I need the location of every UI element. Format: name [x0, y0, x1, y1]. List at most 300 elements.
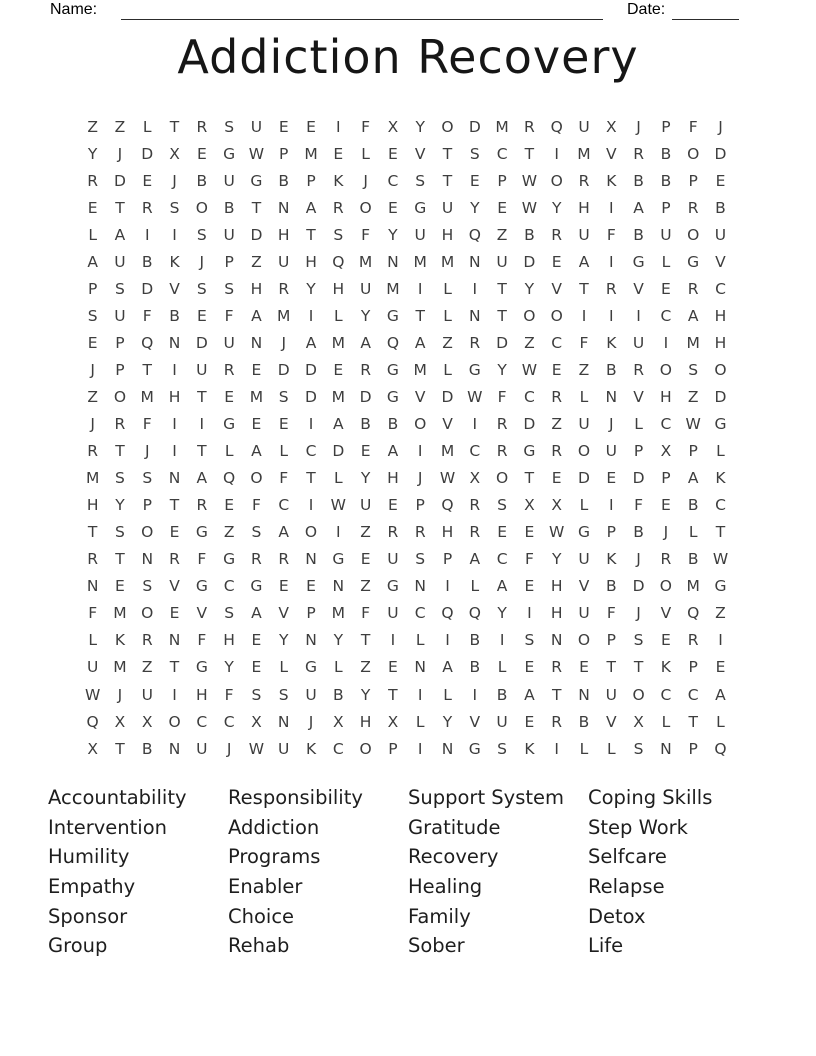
grid-letter: U	[496, 712, 508, 731]
grid-letter: L	[334, 306, 343, 325]
grid-letter: A	[305, 333, 317, 352]
grid-letter: R	[551, 225, 563, 244]
grid-letter: R	[469, 523, 481, 542]
grid-letter: V	[196, 604, 208, 623]
grid-letter: R	[141, 198, 153, 217]
grid-letter: L	[716, 442, 725, 461]
grid-letter: U	[359, 496, 372, 515]
grid-letter: V	[442, 415, 453, 434]
grid-letter: T	[197, 387, 207, 406]
grid-letter: Z	[496, 225, 508, 244]
grid-letter: N	[277, 198, 290, 217]
grid-letter: J	[172, 171, 177, 190]
grid-letter: Z	[715, 604, 726, 623]
grid-letter: E	[360, 550, 371, 569]
grid-letter: E	[524, 523, 535, 542]
grid-letter: N	[414, 658, 427, 677]
grid-letter: D	[141, 279, 154, 298]
grid-letter: B	[633, 523, 644, 542]
grid-letter: M	[413, 252, 427, 271]
grid-letter: O	[523, 306, 536, 325]
grid-letter: K	[305, 739, 317, 758]
grid-letter: I	[172, 360, 177, 379]
grid-letter: G	[386, 387, 399, 406]
grid-letter: C	[223, 712, 235, 731]
grid-letter: U	[305, 685, 317, 704]
grid-letter: C	[715, 496, 726, 515]
grid-letter: A	[87, 252, 98, 271]
grid-letter: R	[387, 523, 399, 542]
grid-letter: I	[718, 631, 723, 650]
grid-letter: C	[715, 279, 726, 298]
grid-letter: J	[199, 252, 205, 271]
grid-letter: I	[445, 631, 450, 650]
grid-letter: I	[472, 415, 478, 434]
grid-letter: Q	[386, 333, 400, 352]
grid-letter: Q	[550, 117, 563, 136]
grid-letter: H	[359, 712, 372, 731]
grid-letter: S	[224, 279, 235, 298]
grid-letter: K	[660, 658, 671, 677]
grid-letter: M	[85, 469, 100, 488]
grid-letter: G	[577, 523, 590, 542]
grid-letter: F	[224, 306, 234, 325]
grid-letter: T	[306, 469, 316, 488]
grid-letter: L	[579, 387, 589, 406]
grid-letter: M	[440, 252, 455, 271]
grid-letter: O	[113, 387, 127, 406]
grid-letter: V	[715, 252, 726, 271]
grid-letter: E	[333, 144, 344, 163]
grid-letter: S	[633, 631, 644, 650]
grid-letter: R	[496, 415, 508, 434]
grid-letter: Q	[441, 604, 454, 623]
word-list-item: Empathy	[48, 875, 136, 899]
grid-letter: C	[660, 685, 672, 704]
grid-letter: R	[278, 550, 290, 569]
grid-letter: G	[714, 415, 727, 434]
grid-letter: V	[169, 279, 180, 298]
grid-letter: R	[360, 360, 371, 379]
grid-letter: O	[659, 577, 672, 596]
grid-letter: I	[417, 739, 423, 758]
grid-letter: S	[251, 523, 262, 542]
grid-letter: I	[172, 415, 177, 434]
grid-letter: E	[388, 198, 398, 217]
grid-letter: I	[609, 198, 614, 217]
grid-letter: C	[660, 306, 672, 325]
grid-letter: P	[279, 144, 289, 163]
grid-letter: Q	[687, 604, 700, 623]
grid-letter: D	[277, 360, 290, 379]
grid-letter: A	[387, 442, 399, 461]
grid-letter: T	[551, 685, 562, 704]
grid-letter: S	[169, 198, 180, 217]
grid-letter: I	[445, 577, 450, 596]
word-list-item: Gratitude	[408, 815, 501, 839]
grid-letter: I	[609, 306, 614, 325]
grid-letter: T	[169, 658, 180, 677]
grid-letter: U	[660, 225, 672, 244]
grid-letter: U	[496, 252, 508, 271]
grid-letter: N	[277, 712, 290, 731]
grid-letter: I	[609, 252, 614, 271]
grid-letter: V	[278, 604, 290, 623]
grid-letter: E	[306, 117, 316, 136]
grid-letter: B	[387, 415, 399, 434]
grid-letter: W	[521, 171, 538, 190]
grid-letter: R	[469, 333, 481, 352]
grid-letter: S	[87, 306, 98, 325]
grid-letter: N	[387, 252, 399, 271]
grid-letter: G	[714, 577, 727, 596]
grid-letter: J	[281, 333, 287, 352]
grid-letter: L	[415, 631, 425, 650]
grid-letter: M	[140, 387, 154, 406]
grid-letter: B	[524, 225, 535, 244]
grid-letter: J	[90, 415, 95, 434]
grid-letter: L	[606, 739, 616, 758]
grid-letter: U	[278, 739, 290, 758]
grid-letter: E	[497, 198, 507, 217]
grid-letter: L	[497, 658, 507, 677]
grid-letter: G	[250, 171, 263, 190]
grid-letter: E	[251, 415, 262, 434]
grid-letter: G	[305, 658, 318, 677]
grid-letter: I	[472, 279, 478, 298]
grid-letter: A	[469, 550, 481, 569]
grid-letter: J	[609, 415, 614, 434]
grid-letter: B	[196, 171, 208, 190]
grid-letter: N	[86, 577, 99, 596]
grid-letter: U	[578, 415, 590, 434]
grid-letter: A	[633, 198, 644, 217]
grid-letter: F	[224, 685, 234, 704]
grid-letter: G	[523, 442, 536, 461]
grid-letter: D	[468, 117, 481, 136]
grid-letter: N	[605, 387, 618, 406]
grid-letter: S	[524, 631, 535, 650]
grid-letter: U	[605, 442, 617, 461]
grid-letter: U	[605, 685, 617, 704]
grid-letter: D	[714, 387, 727, 406]
grid-letter: T	[715, 523, 726, 542]
grid-letter: V	[469, 712, 481, 731]
word-list-item: Humility	[48, 845, 130, 869]
grid-letter: A	[114, 225, 126, 244]
grid-letter: L	[579, 739, 589, 758]
grid-letter: I	[390, 631, 396, 650]
grid-letter: P	[115, 360, 125, 379]
grid-letter: B	[141, 252, 153, 271]
grid-letter: C	[496, 144, 508, 163]
grid-letter: M	[304, 144, 318, 163]
grid-letter: Y	[442, 712, 453, 731]
grid-letter: O	[550, 306, 563, 325]
grid-letter: E	[660, 631, 671, 650]
grid-letter: E	[579, 658, 589, 677]
grid-letter: R	[687, 198, 699, 217]
grid-letter: N	[250, 333, 263, 352]
grid-letter: B	[687, 550, 699, 569]
grid-letter: E	[524, 712, 535, 731]
grid-letter: M	[249, 387, 264, 406]
grid-letter: B	[223, 198, 235, 217]
grid-letter: P	[306, 171, 316, 190]
grid-letter: A	[251, 306, 262, 325]
grid-letter: I	[527, 604, 532, 623]
grid-letter: T	[688, 712, 698, 731]
grid-letter: P	[661, 198, 671, 217]
grid-letter: S	[688, 360, 699, 379]
grid-letter: E	[224, 496, 235, 515]
grid-letter: E	[196, 144, 207, 163]
grid-letter: F	[142, 306, 152, 325]
grid-letter: A	[578, 252, 590, 271]
word-list-item: Detox	[588, 904, 646, 928]
grid-letter: M	[331, 604, 345, 623]
grid-letter: J	[636, 117, 641, 136]
grid-letter: E	[388, 658, 398, 677]
grid-letter: C	[496, 550, 508, 569]
grid-letter: M	[331, 333, 345, 352]
grid-letter: W	[248, 739, 265, 758]
grid-letter: Z	[87, 387, 98, 406]
grid-letter: B	[660, 171, 672, 190]
word-list-item: Healing	[408, 875, 483, 899]
grid-letter: K	[524, 739, 535, 758]
word-list-item: Support System	[408, 786, 564, 809]
grid-letter: Y	[497, 604, 507, 623]
grid-letter: S	[278, 387, 289, 406]
grid-letter: T	[142, 360, 152, 379]
grid-letter: H	[714, 333, 727, 352]
grid-letter: K	[606, 550, 617, 569]
grid-letter: L	[415, 712, 425, 731]
grid-letter: B	[169, 306, 180, 325]
grid-letter: Q	[468, 604, 481, 623]
grid-letter: A	[442, 658, 453, 677]
grid-letter: K	[333, 171, 344, 190]
word-list-item: Accountability	[48, 786, 187, 809]
grid-letter: Z	[578, 360, 590, 379]
grid-letter: S	[415, 550, 426, 569]
grid-letter: P	[606, 631, 616, 650]
grid-letter: E	[224, 387, 235, 406]
grid-letter: L	[88, 225, 97, 244]
grid-letter: Q	[332, 252, 345, 271]
grid-letter: C	[469, 442, 481, 461]
grid-letter: E	[251, 631, 262, 650]
grid-letter: G	[632, 252, 645, 271]
grid-letter: E	[278, 415, 289, 434]
grid-letter: S	[196, 279, 207, 298]
grid-letter: H	[387, 469, 399, 488]
date-input-line	[672, 0, 739, 20]
grid-letter: U	[196, 360, 208, 379]
grid-letter: B	[605, 577, 617, 596]
grid-letter: O	[359, 198, 372, 217]
grid-letter: M	[386, 279, 400, 298]
grid-letter: F	[197, 550, 207, 569]
grid-letter: T	[524, 469, 535, 488]
grid-letter: Z	[360, 577, 371, 596]
grid-letter: W	[439, 469, 456, 488]
grid-letter: E	[278, 117, 289, 136]
grid-letter: X	[169, 144, 180, 163]
grid-letter: A	[251, 604, 262, 623]
grid-letter: C	[278, 496, 290, 515]
grid-letter: V	[578, 577, 590, 596]
grid-letter: J	[308, 712, 314, 731]
grid-letter: F	[361, 604, 371, 623]
grid-letter: B	[278, 171, 290, 190]
grid-letter: L	[334, 658, 343, 677]
grid-letter: A	[196, 469, 208, 488]
grid-letter: F	[361, 225, 371, 244]
grid-letter: C	[523, 387, 535, 406]
grid-letter: D	[141, 144, 154, 163]
grid-letter: P	[661, 469, 671, 488]
grid-letter: X	[605, 117, 617, 136]
grid-letter: P	[442, 550, 453, 569]
grid-letter: L	[88, 631, 97, 650]
grid-letter: Z	[551, 415, 562, 434]
grid-letter: O	[195, 198, 208, 217]
grid-letter: L	[224, 442, 234, 461]
grid-letter: S	[497, 496, 508, 515]
word-list-item: Programs	[228, 845, 321, 869]
grid-letter: B	[660, 144, 672, 163]
grid-letter: D	[113, 171, 126, 190]
grid-letter: F	[579, 333, 589, 352]
word-list-column	[408, 783, 564, 961]
grid-letter: P	[115, 333, 125, 352]
grid-letter: Z	[442, 333, 453, 352]
grid-letter: A	[687, 306, 699, 325]
grid-letter: F	[497, 387, 507, 406]
grid-letter: R	[687, 279, 699, 298]
grid-letter: W	[712, 550, 729, 569]
grid-letter: M	[440, 442, 455, 461]
word-list-item: Coping Skills	[588, 786, 713, 809]
grid-letter: A	[687, 469, 699, 488]
grid-letter: N	[469, 306, 481, 325]
grid-letter: S	[333, 225, 344, 244]
grid-letter: Y	[306, 279, 316, 298]
grid-letter: R	[524, 117, 535, 136]
grid-letter: R	[141, 631, 153, 650]
grid-letter: T	[360, 631, 371, 650]
grid-letter: D	[578, 469, 590, 488]
grid-letter: V	[169, 577, 180, 596]
grid-letter: P	[497, 171, 507, 190]
grid-letter: R	[114, 415, 126, 434]
grid-letter: U	[578, 550, 590, 569]
grid-letter: U	[387, 550, 399, 569]
name-input-line	[121, 0, 603, 20]
grid-letter: I	[172, 685, 177, 704]
word-list-column	[588, 783, 712, 961]
grid-letter: T	[115, 550, 125, 569]
grid-letter: F	[142, 415, 152, 434]
grid-letter: X	[387, 712, 399, 731]
word-list-column	[48, 783, 187, 961]
grid-letter: U	[578, 225, 590, 244]
grid-letter: Y	[333, 631, 344, 650]
grid-letter: L	[443, 306, 452, 325]
grid-letter: E	[142, 171, 153, 190]
grid-letter: L	[279, 442, 289, 461]
grid-letter: Y	[360, 469, 371, 488]
grid-letter: R	[551, 387, 563, 406]
grid-letter: T	[115, 442, 125, 461]
grid-letter: H	[714, 306, 727, 325]
grid-letter: J	[144, 442, 150, 461]
grid-letter: Q	[441, 496, 454, 515]
grid-letter: R	[551, 442, 563, 461]
grid-letter: E	[196, 306, 207, 325]
grid-letter: B	[469, 658, 481, 677]
grid-letter: K	[114, 631, 126, 650]
grid-letter: Y	[360, 306, 371, 325]
grid-letter: T	[115, 739, 125, 758]
grid-letter: S	[497, 739, 508, 758]
grid-letter: T	[115, 198, 125, 217]
grid-letter: H	[332, 279, 345, 298]
grid-letter: Y	[388, 225, 398, 244]
grid-letter: B	[633, 225, 644, 244]
grid-letter: S	[142, 577, 153, 596]
grid-letter: T	[197, 442, 207, 461]
grid-letter: Q	[468, 225, 481, 244]
grid-letter: O	[304, 523, 318, 542]
grid-letter: E	[87, 333, 98, 352]
grid-letter: T	[497, 306, 507, 325]
grid-letter: F	[197, 631, 207, 650]
grid-letter: D	[714, 144, 727, 163]
grid-letter: I	[172, 225, 177, 244]
grid-letter: E	[660, 279, 671, 298]
grid-letter: O	[714, 360, 727, 379]
grid-letter: U	[86, 658, 99, 677]
grid-letter: R	[633, 144, 644, 163]
grid-letter: U	[278, 252, 290, 271]
grid-letter: O	[141, 523, 154, 542]
grid-letter: Q	[86, 712, 99, 731]
grid-letter: T	[579, 279, 589, 298]
grid-letter: A	[278, 523, 290, 542]
grid-letter: R	[414, 523, 426, 542]
grid-letter: J	[363, 171, 368, 190]
grid-letter: M	[686, 577, 700, 596]
grid-letter: U	[632, 333, 645, 352]
grid-letter: S	[633, 739, 644, 758]
grid-letter: F	[279, 469, 289, 488]
word-list-item: Sponsor	[48, 904, 128, 928]
grid-letter: K	[169, 252, 180, 271]
grid-letter: X	[524, 496, 535, 515]
grid-letter: B	[360, 415, 371, 434]
grid-letter: T	[524, 144, 535, 163]
grid-letter: A	[524, 685, 535, 704]
grid-letter: L	[279, 658, 289, 677]
grid-letter: C	[305, 442, 317, 461]
grid-letter: H	[578, 198, 590, 217]
grid-letter: Z	[87, 117, 98, 136]
grid-letter: R	[87, 550, 99, 569]
grid-letter: A	[496, 577, 508, 596]
